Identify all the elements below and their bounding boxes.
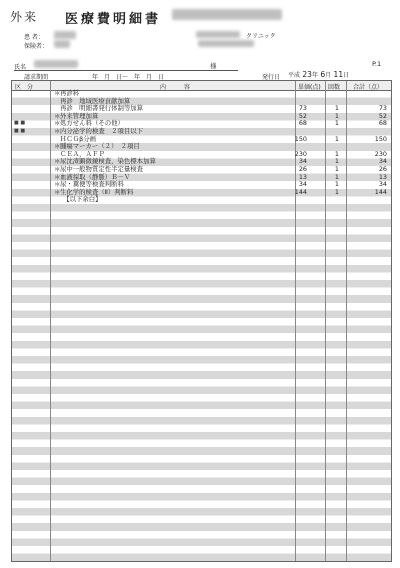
row-item-name: 再診 明細書発行体制等加算	[60, 104, 144, 113]
row-count: 1	[334, 164, 339, 173]
row-total: 150	[374, 134, 387, 143]
row-item-name: 外来管理加算	[60, 111, 99, 120]
row-count: 1	[334, 111, 339, 120]
row-category: ■ ■	[14, 127, 26, 134]
row-total: 52	[378, 111, 387, 120]
row-total: 68	[378, 119, 387, 128]
row-marker: ＊	[54, 172, 61, 181]
row-total: 34	[378, 157, 387, 166]
table-body	[12, 90, 391, 204]
row-count: 1	[334, 149, 339, 158]
redacted-patient-id	[54, 31, 76, 39]
row-count: 1	[334, 119, 339, 128]
row-unit-price: 13	[298, 172, 307, 181]
row-count: 1	[334, 104, 339, 113]
row-item-name: 尿・糞便等検査判断料	[60, 180, 124, 189]
row-count: 1	[334, 187, 339, 196]
insurer-label: 保険者：	[24, 43, 49, 50]
col-content: 内 容	[160, 84, 191, 91]
row-item-name: ＨＣＧβ分画	[60, 134, 97, 143]
row-item-name: 処方せん料（その他）	[60, 119, 124, 128]
row-item-name: 尿沈渣顕微鏡検査，染色標本加算	[60, 157, 156, 166]
row-unit-price: 144	[294, 187, 307, 196]
issue-date: 平成 23年 6月 11日	[288, 70, 350, 79]
row-category: ■ ■	[14, 120, 26, 127]
row-total: 13	[378, 172, 387, 181]
row-item-name: 生化学的検査（Ⅱ）判断料	[60, 187, 134, 196]
document-title: 医療費明細書	[65, 12, 162, 27]
row-total: 230	[374, 149, 387, 158]
name-underline	[14, 70, 238, 71]
row-unit-price: 52	[298, 111, 307, 120]
row-count: 1	[334, 134, 339, 143]
row-total: 144	[374, 187, 387, 196]
row-item-name: 血液採取（静脈）Ｂ－Ｖ	[60, 172, 131, 181]
row-count: 1	[334, 180, 339, 189]
row-item-name: 尿中一般物質定性半定量検査	[60, 164, 144, 173]
redacted-clinic-address	[196, 31, 240, 38]
clinic-suffix: クリニック	[246, 33, 276, 40]
row-marker: ＊	[54, 111, 61, 120]
row-item-name: 再診料	[60, 89, 80, 97]
row-count: 1	[334, 172, 339, 181]
row-item-name: ＣＥＡ，ＡＦＰ	[60, 149, 105, 158]
redacted-clinic-name	[172, 9, 282, 20]
document-kind: 外来	[10, 10, 39, 24]
col-unit-price: 単価(点)	[298, 84, 321, 91]
row-unit-price: 26	[298, 164, 307, 173]
row-count: 1	[334, 157, 339, 166]
charges-table	[11, 80, 392, 562]
row-unit-price: 230	[294, 149, 307, 158]
row-marker: ＊	[54, 126, 61, 135]
row-unit-price: 34	[298, 157, 307, 166]
row-item-name: 再診 地域医療貢献加算	[60, 96, 131, 105]
col-category: 区 分	[15, 84, 34, 91]
row-marker: ＊	[54, 89, 61, 97]
honorific: 様	[210, 62, 217, 70]
period-text: 年 月 日～ 年 月 日	[92, 74, 165, 81]
row-unit-price: 68	[298, 119, 307, 128]
page-number: P.1	[372, 60, 382, 68]
row-item-name: 腫瘍マーカー（２） ２項目	[60, 142, 140, 151]
row-marker: ＊	[54, 119, 61, 128]
table-row	[12, 196, 391, 204]
col-total: 合計（点）	[353, 84, 384, 91]
row-total: 34	[378, 180, 387, 189]
row-unit-price: 150	[294, 134, 307, 143]
row-item-name: 【以下余白】	[60, 195, 102, 204]
period-label: 請求期間	[24, 74, 49, 81]
redacted-patient-name	[34, 60, 78, 68]
row-item-name: 内分泌学的検査 ２項目以下	[60, 126, 144, 135]
redacted-insurer-id	[54, 40, 70, 48]
row-marker: ＊	[54, 142, 61, 151]
col-count: 回数	[328, 84, 341, 91]
row-total: 73	[378, 104, 387, 113]
row-unit-price: 73	[298, 104, 307, 113]
issue-date-label: 発行日	[262, 74, 281, 81]
row-marker: ＊	[54, 187, 61, 196]
patient-label: 患 者：	[24, 34, 44, 41]
row-marker: ＊	[54, 164, 61, 173]
row-total: 26	[378, 164, 387, 173]
row-marker: ＊	[54, 180, 61, 189]
row-marker: ＊	[54, 157, 61, 166]
name-label: 氏名	[14, 64, 27, 71]
redacted-clinic-phone	[198, 40, 254, 47]
row-unit-price: 34	[298, 180, 307, 189]
